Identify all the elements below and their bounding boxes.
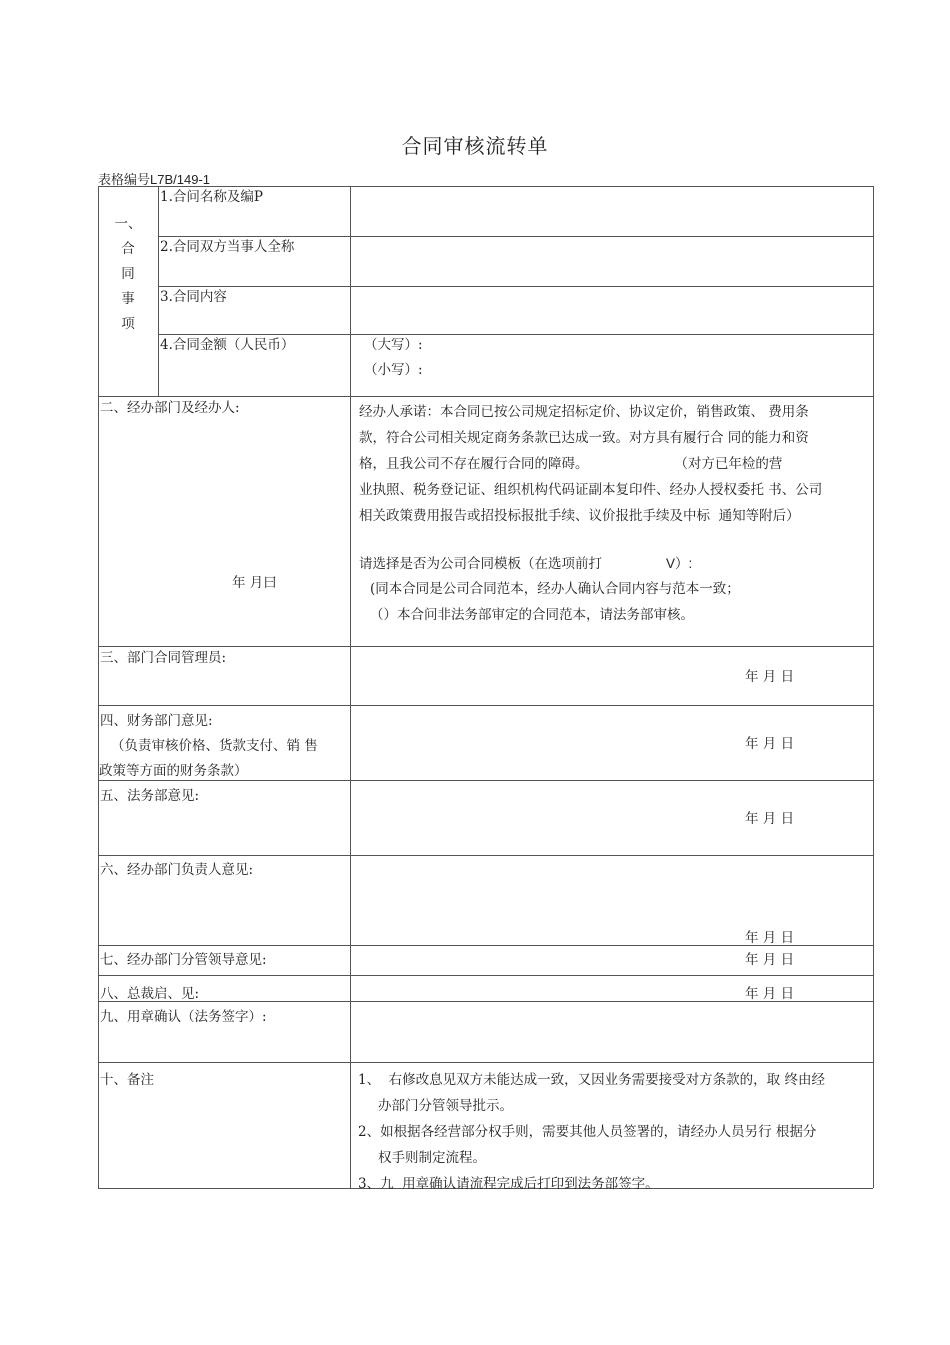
commitment-line: 格，且我公司不存在履行合同的障碍。 （对方已年检的营 <box>359 456 783 472</box>
form-title: 合同审核流转单 <box>401 134 549 158</box>
row-divider <box>98 396 873 397</box>
section1-label-char: 同 <box>121 266 135 282</box>
section1-label-char: 项 <box>121 316 135 332</box>
section1-label <box>98 212 158 337</box>
commitment-line: 经办人承诺：本合同已按公司规定招标定价、协议定价，销售政策、 费用条 <box>359 404 809 420</box>
section3-date: 年 月 日 <box>745 669 795 685</box>
contract-parties-label: 2.合同双方当事人全称 <box>160 239 295 255</box>
section7-date: 年 月 日 <box>745 952 795 968</box>
template-prompt: 请选择是否为公司合同模板（在选项前打 <box>359 556 602 572</box>
contract-content-label: 3.合同内容 <box>160 289 227 305</box>
amount-lowercase-field[interactable]: （小写）: <box>364 362 423 378</box>
section2-date: 年 月曰 <box>232 575 277 591</box>
section7-label: 七、经办部门分管领导意见: <box>100 952 267 968</box>
remarks-list <box>358 1067 873 1197</box>
template-check-mark: V）: <box>666 556 693 571</box>
table-border-right <box>873 186 874 1188</box>
remark-line: 权手则制定流程。 <box>378 1150 486 1166</box>
section1-label-char: 合 <box>121 241 135 257</box>
remark-line: 办部门分管领导批示。 <box>378 1098 513 1114</box>
section4-note: 政策等方面的财务条款） <box>99 763 248 779</box>
section4-note: （负责审核价格、货款支付、销 售 <box>111 738 318 754</box>
row-divider <box>98 780 873 781</box>
contract-name-label: 1.合问名称及编P <box>160 189 263 205</box>
row-divider <box>158 236 873 237</box>
section5-label: 五、法务部意见: <box>100 788 200 804</box>
remark-line: 2、如根据各经营部分权手则，需要其他人员签署的，请经办人员另行 根据分 <box>358 1124 817 1140</box>
section4-date: 年 月 日 <box>745 736 795 752</box>
row-divider <box>98 975 873 976</box>
row-divider <box>98 855 873 856</box>
amount-uppercase-field[interactable]: （大写）: <box>364 337 423 353</box>
row-divider <box>98 646 873 647</box>
column-divider <box>158 186 159 396</box>
row-divider <box>98 705 873 706</box>
template-option-standard[interactable]: (同本合同是公司合同范本，经办人确认合同内容与范本一致； <box>370 581 740 597</box>
section3-label: 三、部门合同管理员: <box>100 650 227 666</box>
section8-label: 八、总裁启、见: <box>100 986 200 1002</box>
section8-date: 年 月 日 <box>745 986 795 1002</box>
column-divider <box>350 186 351 1188</box>
section1-label-char: 一、 <box>114 216 142 232</box>
commitment-line: 款，符合公司相关规定商务条款已达成一致。对方具有履行合 同的能力和资 <box>359 430 809 446</box>
row-divider <box>158 334 873 335</box>
form-number-code: L7B/149-1 <box>150 172 211 187</box>
contract-amount-label: 4.合同金额（人民币） <box>160 337 295 353</box>
section6-label: 六、经办部门负责人意见: <box>100 862 254 878</box>
table-border-top <box>98 186 873 187</box>
remark-line: 3、九 用章确认请流程完成后打印到法务部签字。 <box>358 1176 659 1192</box>
commitment-line: 业执照、税务登记证、组织机构代码证副本复印件、经办人授权委托 书、公司 <box>359 482 823 498</box>
row-divider <box>158 286 873 287</box>
commitment-line: 相关政策费用报告或招投标报批手续、议价报批手续及中标 通知等附后） <box>359 508 800 524</box>
commitment-text <box>359 399 873 529</box>
section6-date: 年 月 日 <box>745 930 795 946</box>
form-number-label: 表格编号 <box>98 173 151 188</box>
template-option-nonstandard[interactable]: （）本合问非法务部审定的合同范本，请法务部审核。 <box>370 607 694 623</box>
section5-date: 年 月 日 <box>745 811 795 827</box>
section9-label: 九、用章确认（法务签字）: <box>100 1009 267 1025</box>
section1-label-char: 事 <box>121 291 135 307</box>
remark-line: 1、 右修改息见双方未能达成一致，又因业务需要接受对方条款的，取 终由经 <box>358 1072 825 1088</box>
section2-label: 二、经办部门及经办人: <box>100 400 240 416</box>
section4-label: 四、财务部门意见: <box>100 713 213 729</box>
section10-label: 十、备注 <box>100 1072 154 1088</box>
row-divider <box>98 1062 873 1063</box>
